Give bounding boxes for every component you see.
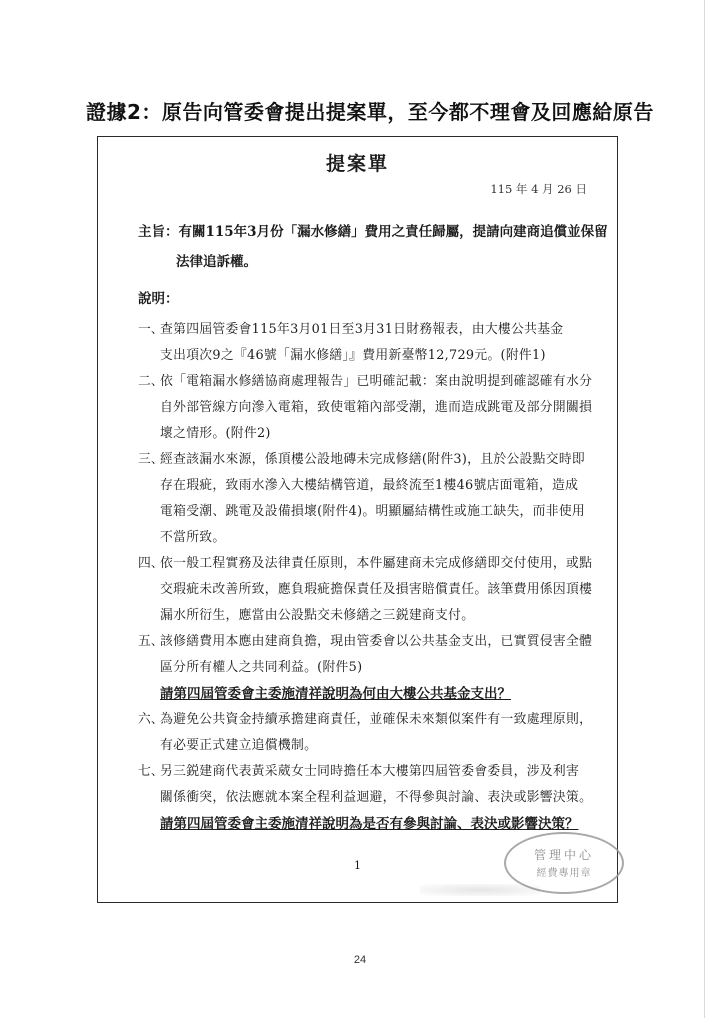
list-item xyxy=(138,551,608,629)
list-item xyxy=(138,707,608,759)
item-line: 依一般工程實務及法律責任原則，本件屬建商未完成修繕即交付使用，或點 xyxy=(160,556,593,571)
item-line: 不當所致。 xyxy=(160,530,226,545)
question-1: 請第四屆管委會主委施清祥說明為何由大樓公共基金支出？ xyxy=(160,686,511,702)
item-number: 四、 xyxy=(138,556,164,571)
subject-label: 主旨： xyxy=(138,224,179,240)
item-number: 五、 xyxy=(138,634,164,649)
item-number: 七、 xyxy=(138,764,164,779)
item-number: 一、 xyxy=(138,322,164,337)
inner-page-number: 1 xyxy=(354,859,361,872)
subject-line: 有關115年3月份「漏水修繕」費用之責任歸屬，提請向建商追償並保留 xyxy=(178,224,608,240)
item-number: 二、 xyxy=(138,374,164,389)
item-line: 關係衝突，依法應就本案全程利益迴避，不得參與討論、表決或影響決策。 xyxy=(160,790,593,805)
item-line: 漏水所衍生，應當由公設點交未修繕之三鋭建商支付。 xyxy=(160,608,475,623)
item-number: 六、 xyxy=(138,712,164,727)
list-item xyxy=(138,317,608,369)
question-2: 請第四屆管委會主委施清祥說明為是否有參與討論、表決或影響決策？ xyxy=(160,816,579,832)
item-line: 依「電箱漏水修繕協商處理報告」已明確記載：案由說明提到確認確有水分 xyxy=(160,374,593,389)
proposal-form xyxy=(97,136,618,903)
item-line: 經查該漏水來源，係頂樓公設地磚未完成修繕(附件3)，且於公設點交時即 xyxy=(160,452,586,467)
item-line: 有必要正式建立追償機制。 xyxy=(160,738,318,753)
item-line: 區分所有權人之共同利益。(附件5) xyxy=(160,660,363,675)
item-line: 查第四屆管委會115年3月01日至3月31日財務報表，由大樓公共基金 xyxy=(160,322,564,337)
item-line: 壞之情形。(附件2) xyxy=(160,426,271,441)
item-line: 支出項次9之『46號「漏水修繕」』費用新臺幣12,729元。(附件1) xyxy=(160,348,546,363)
item-line: 為避免公共資金持續承擔建商責任，並確保未來類似案件有一致處理原則， xyxy=(160,712,593,727)
proposal-title: 提案單 xyxy=(325,153,389,175)
item-line: 該修繕費用本應由建商負擔，現由管委會以公共基金支出，已實質侵害全體 xyxy=(160,634,593,649)
item-line: 自外部管線方向滲入電箱，致使電箱內部受潮，進而造成跳電及部分開關損 xyxy=(160,400,593,415)
subject-line: 法律追訴權。 xyxy=(176,254,257,270)
item-line: 交瑕疵未改善所致，應負瑕疵擔保責任及損害賠償責任。該筆費用係因頂樓 xyxy=(160,582,593,597)
seal-text: 經費專用章 xyxy=(536,868,592,879)
item-line: 存在瑕疵，致雨水滲入大樓結構管道，最終流至1樓46號店面電箱，造成 xyxy=(160,478,579,493)
explanation-list xyxy=(138,317,608,837)
list-item xyxy=(138,447,608,551)
page-edge xyxy=(704,0,705,1018)
evidence-heading: 證據2：原告向管委會提出提案單，至今都不理會及回應給原告 xyxy=(86,100,654,124)
scan-smudge xyxy=(420,884,540,896)
seal-text: 管理中心 xyxy=(533,848,594,862)
list-item xyxy=(138,629,608,681)
list-item xyxy=(138,759,608,811)
explanation-label: 說明： xyxy=(138,291,179,307)
list-item xyxy=(138,369,608,447)
subject-block xyxy=(138,217,608,277)
item-line: 電箱受潮、跳電及設備損壞(附件4)。明顯屬結構性或施工缺失，而非使用 xyxy=(160,504,586,519)
proposal-date: 115 年 4 月 26 日 xyxy=(490,182,587,196)
item-number: 三、 xyxy=(138,452,164,467)
page-number: 24 xyxy=(353,954,367,966)
item-line: 另三鋭建商代表黃采葳女士同時擔任本大樓第四屆管委會委員，涉及利害 xyxy=(160,764,580,779)
